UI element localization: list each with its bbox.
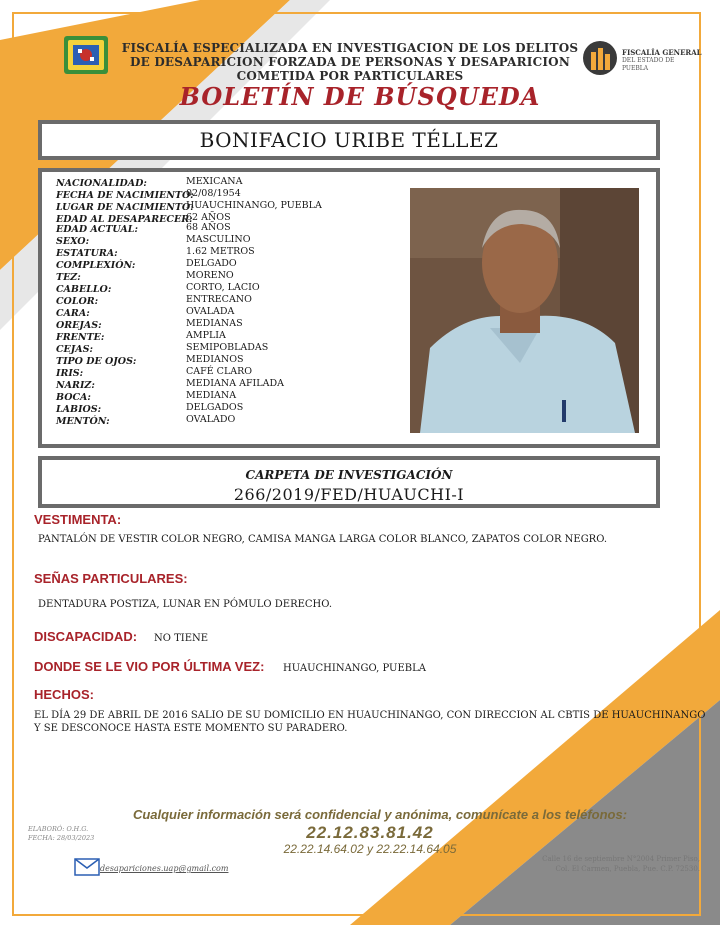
field-value: MEDIANOS	[186, 354, 244, 365]
field-value: 62 AÑOS	[186, 212, 231, 223]
fiscalia-logo-line3: PUEBLA	[622, 65, 649, 72]
fiscalia-logo-line2: DEL ESTADO DE	[622, 57, 675, 64]
field-label: EDAD AL DESAPARECER:	[56, 214, 193, 225]
field-label: CABELLO:	[56, 284, 112, 295]
field-label: COMPLEXIÓN:	[56, 260, 136, 271]
field-value: ENTRECANO	[186, 294, 252, 305]
field-label: TEZ:	[56, 272, 81, 283]
elaboro: ELABORÓ: O.H.G.	[28, 825, 89, 833]
field-value: MEXICANA	[186, 176, 243, 187]
field-value: HUAUCHINANGO, PUEBLA	[186, 200, 322, 211]
field-label: CEJAS:	[56, 344, 94, 355]
field-label: FECHA DE NACIMIENTO:	[56, 190, 194, 201]
page-title: BOLETÍN DE BÚSQUEDA	[179, 82, 541, 111]
field-value: MEDIANA AFILADA	[186, 378, 284, 389]
header-line-2: DE DESAPARICION FORZADA DE PERSONAS Y DESAPARICION	[129, 55, 570, 69]
contact-message: Cualquier información será confidencial y anónima, comunícate a los teléfonos:	[132, 807, 628, 822]
field-value: DELGADOS	[186, 402, 244, 413]
field-value: AMPLIA	[186, 330, 226, 341]
address-line-1: Calle 16 de septiembre N°2004 Primer Piso,	[542, 855, 700, 863]
field-label: SEXO:	[56, 236, 90, 247]
email-icon	[74, 858, 100, 876]
field-value: 02/08/1954	[186, 188, 241, 199]
fecha: FECHA: 28/03/2023	[28, 834, 95, 842]
field-value: MEDIANAS	[186, 318, 243, 329]
field-label: TIPO DE OJOS:	[56, 356, 137, 367]
carpeta-number: 266/2019/FED/HUAUCHI-I	[233, 485, 465, 504]
contact-email[interactable]: desapariciones.uap@gmail.com	[100, 864, 229, 873]
last-seen-title: DONDE SE LE VIO POR ÚLTIMA VEZ:	[34, 659, 265, 674]
field-value: 1.62 METROS	[186, 246, 255, 257]
puebla-seal-logo	[64, 36, 108, 74]
field-label: LUGAR DE NACIMIENTO:	[56, 202, 194, 213]
field-label: EDAD ACTUAL:	[56, 224, 138, 235]
hechos-line-2: Y SE DESCONOCE HASTA ESTE MOMENTO SU PARADERO.	[34, 723, 348, 734]
field-label: OREJAS:	[56, 320, 102, 331]
carpeta-box	[38, 456, 660, 508]
field-value: OVALADA	[186, 306, 235, 317]
field-label: IRIS:	[56, 368, 84, 379]
senas-title: SEÑAS PARTICULARES:	[34, 571, 188, 586]
vestimenta-text: PANTALÓN DE VESTIR COLOR NEGRO, CAMISA MANGA LARGA COLOR BLANCO, ZAPATOS COLOR NEGRO.	[38, 534, 608, 545]
carpeta-label: CARPETA DE INVESTIGACIÓN	[245, 468, 453, 482]
field-label: NACIONALIDAD:	[56, 178, 147, 189]
contact-phone-alt: 22.22.14.64.02 y 22.22.14.64.05	[283, 842, 457, 856]
field-value: MORENO	[186, 270, 234, 281]
header-line-3: COMETIDA POR PARTICULARES	[236, 69, 464, 83]
address-line-2: Col. El Carmen, Puebla, Pue. C.P. 72530.	[555, 865, 700, 873]
field-value: MASCULINO	[186, 234, 251, 245]
person-name-box	[38, 120, 660, 160]
fiscalia-logo	[582, 38, 702, 78]
field-value: DELGADO	[186, 258, 237, 269]
field-label: ESTATURA:	[56, 248, 118, 259]
field-label: CARA:	[56, 308, 90, 319]
fiscalia-logo-line1: FISCALÍA GENERAL	[622, 48, 702, 57]
field-label: COLOR:	[56, 296, 99, 307]
hechos-title: HECHOS:	[34, 687, 94, 702]
field-value: CAFÉ CLARO	[186, 366, 253, 377]
vestimenta-title: VESTIMENTA:	[34, 512, 122, 527]
person-name: BONIFACIO URIBE TÉLLEZ	[199, 128, 499, 152]
contact-phone-main: 22.12.83.81.42	[306, 823, 434, 842]
discapacidad-title: DISCAPACIDAD:	[34, 629, 138, 644]
field-label: NARIZ:	[56, 380, 95, 391]
field-value: SEMIPOBLADAS	[186, 342, 269, 353]
field-value: CORTO, LACIO	[186, 282, 260, 293]
discapacidad-text: NO TIENE	[154, 633, 209, 644]
header-line-1: FISCALÍA ESPECIALIZADA EN INVESTIGACION DE LOS DELITOS	[121, 41, 579, 55]
field-label: FRENTE:	[56, 332, 105, 343]
field-label: LABIOS:	[56, 404, 102, 415]
hechos-line-1: EL DÍA 29 DE ABRIL DE 2016 SALIO DE SU DOMICILIO EN HUAUCHINANGO, CON DIRECCION AL CBTIS DE HUAUCHINANGO	[34, 710, 706, 721]
field-value: MEDIANA	[186, 390, 237, 401]
person-photo	[410, 188, 639, 433]
field-label: BOCA:	[56, 392, 91, 403]
field-value: OVALADO	[186, 414, 236, 425]
senas-text: DENTADURA POSTIZA, LUNAR EN PÓMULO DERECHO.	[38, 599, 333, 610]
field-label: MENTÓN:	[56, 416, 110, 427]
field-value: 68 AÑOS	[186, 222, 231, 233]
last-seen-text: HUAUCHINANGO, PUEBLA	[283, 663, 426, 674]
